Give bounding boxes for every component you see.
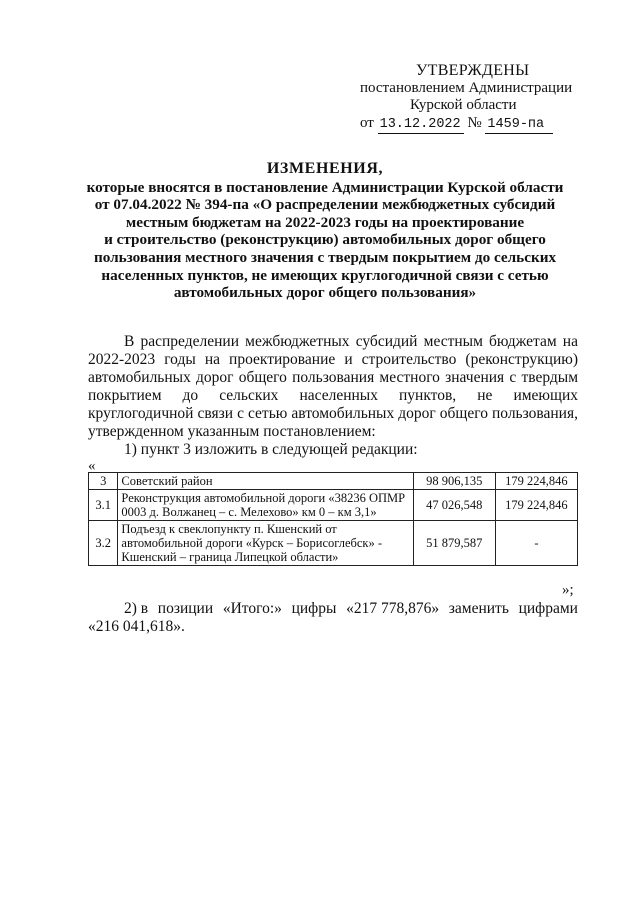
row-value-2022: 51 879,587 xyxy=(413,521,495,566)
item-2-line-2: «216 041,618». xyxy=(88,618,185,635)
item-2-word: «Итого:» xyxy=(222,600,282,617)
document-title xyxy=(60,160,590,302)
item-2-line-1 xyxy=(88,600,578,618)
title-line-4: местным бюджетам на 2022-2023 годы на проектирование xyxy=(125,213,525,231)
item-2 xyxy=(88,600,578,636)
approval-date: 13.12.2022 xyxy=(378,116,464,135)
row-value-2022: 98 906,135 xyxy=(413,473,495,490)
approval-number: 1459-па xyxy=(485,116,553,135)
quote-open: « xyxy=(88,458,96,474)
approval-block xyxy=(360,62,580,134)
approval-heading: УТВЕРЖДЕНЫ xyxy=(416,62,530,79)
row-number: 3.1 xyxy=(89,490,118,521)
title-line-6: пользования местного значения с твердым покрытием до сельских xyxy=(93,248,557,266)
title-line-1: ИЗМЕНЕНИЯ, xyxy=(266,160,384,177)
date-prefix: от xyxy=(360,114,374,131)
row-name: Реконструкция автомобильной дороги «38236 ОПМР 0003 д. Волжанец – с. Мелехово» км 0 – км 3,1» xyxy=(118,490,413,521)
row-value-2023: - xyxy=(495,521,577,566)
quote-close: »; xyxy=(562,582,574,598)
row-number: 3 xyxy=(89,473,118,490)
table-row xyxy=(89,490,578,521)
table-row xyxy=(89,473,578,490)
approval-line1: постановлением Администрации xyxy=(360,79,573,96)
paragraph-1: В распределении межбюджетных субсидий местным бюджетам на 2022-2023 годы на проектирование и строительство (реконструкцию) автомобильных дорог общего пользования местного значения с твердым покрытием до сельских населенных пунктов, не имеющих круглогодичной связи с сетью автомобильных дорог общего пользования, утвержденном указанным постановлением: xyxy=(88,333,578,440)
item-2-word: цифрами xyxy=(518,600,578,617)
title-line-3: от 07.04.2022 № 394-па «О распределении межбюджетных субсидий xyxy=(94,196,556,214)
item-2-word: «217 778,876» xyxy=(346,600,440,617)
item-2-word: цифры xyxy=(291,600,337,617)
title-line-2: которые вносятся в постановление Администрации Курской области xyxy=(86,178,564,196)
row-value-2023: 179 224,846 xyxy=(495,490,577,521)
item-2-word: заменить xyxy=(448,600,509,617)
item-2-label: 2) в xyxy=(124,600,149,617)
row-name: Подъезд к свеклопункту п. Кшенский от автомобильной дороги «Курск – Борисоглебск» - Кшенский – граница Липецкой области» xyxy=(118,521,413,566)
body-text xyxy=(88,333,578,459)
approval-line2: Курской области xyxy=(410,97,517,113)
row-value-2023: 179 224,846 xyxy=(495,473,577,490)
row-name: Советский район xyxy=(118,473,413,490)
title-line-7: населенных пунктов, не имеющих круглогодичной связи с сетью xyxy=(101,266,549,284)
table-row xyxy=(89,521,578,566)
number-prefix: № xyxy=(467,114,482,131)
row-value-2022: 47 026,548 xyxy=(413,490,495,521)
approval-date-line xyxy=(360,115,580,135)
title-line-8: автомобильных дорог общего пользования» xyxy=(173,284,477,302)
item-1: 1) пункт 3 изложить в следующей редакции: xyxy=(124,441,418,458)
changes-table xyxy=(88,472,578,566)
title-line-5: и строительство (реконструкцию) автомобильных дорог общего xyxy=(104,231,546,249)
row-number: 3.2 xyxy=(89,521,118,566)
item-2-word: позиции xyxy=(157,600,214,617)
